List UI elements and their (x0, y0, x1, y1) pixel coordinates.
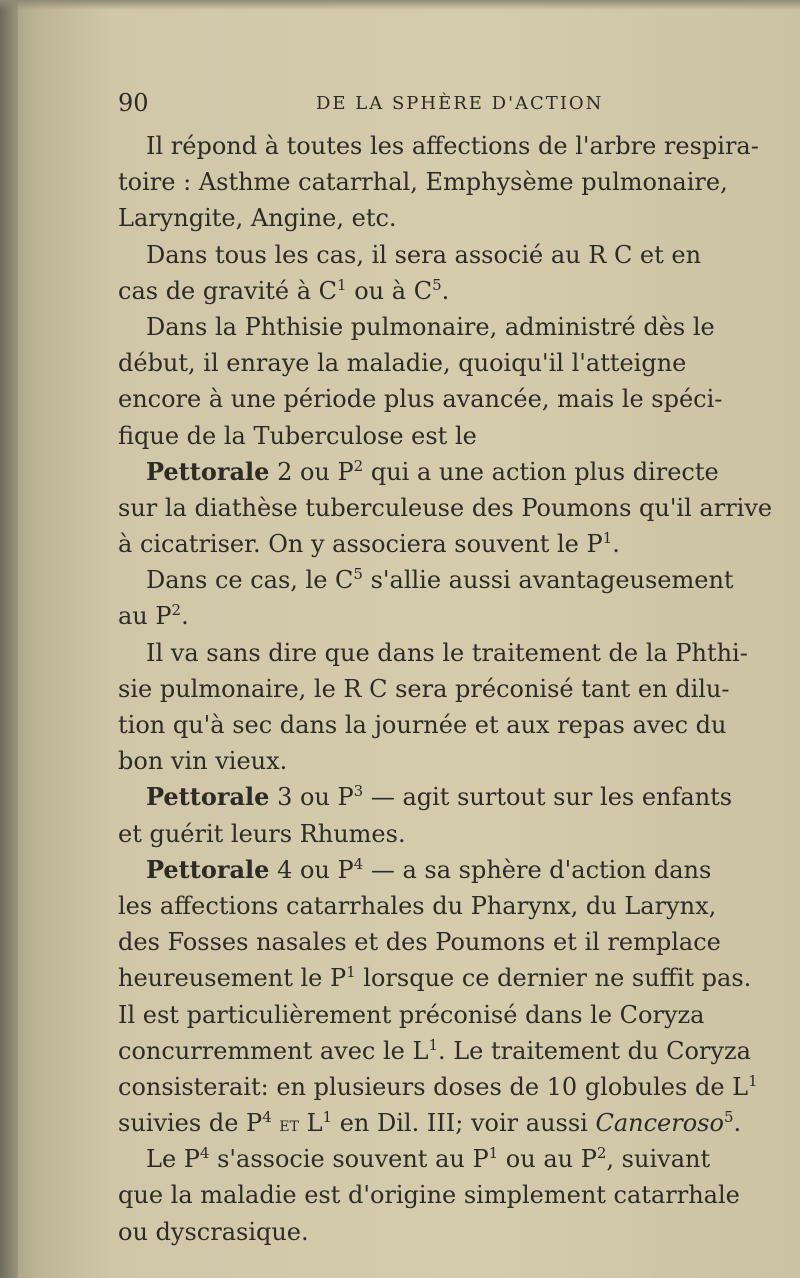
text-line: Il est particulièrement préconisé dans le Coryza (118, 1000, 705, 1029)
bold-remedy-name: Pettorale (146, 456, 270, 486)
text-line: heureusement le $P^1$ lorsque ce dernier ne suffit pas. (118, 963, 752, 993)
running-title: DE LA SPHÈRE D'ACTION (316, 93, 604, 114)
text-line: Pettorale 4 ou $P^4$ — a sa sphère d'action dans (146, 854, 712, 884)
text-line: Dans tous les cas, il sera associé au R C et en (146, 240, 702, 269)
text-line: et guérit leurs Rhumes. (118, 819, 406, 848)
text-line: Laryngite, Angine, etc. (118, 204, 397, 233)
text-line: suivies de $P^4$ et $L^1$ en Dil. III; voir aussi Canceroso$^5$. (118, 1108, 742, 1138)
page-edge-shadow (0, 0, 18, 1278)
text-line: Pettorale 2 ou $P^2$ qui a une action plus directe (146, 456, 719, 486)
text-line: les affections catarrhales du Pharynx, du Larynx, (118, 891, 717, 920)
text-line: tion qu'à sec dans la journée et aux repas avec du (118, 711, 727, 739)
text-line: au $P^2$. (118, 601, 189, 631)
text-line: à cicatriser. On y associera souvent le $P^1$. (118, 529, 620, 559)
bold-remedy-name: Pettorale (146, 854, 270, 884)
text-line: sie pulmonaire, le R C sera préconisé tant en dilu- (118, 674, 730, 703)
bold-remedy-name: Pettorale (146, 782, 270, 812)
text-line: consisterait: en plusieurs doses de 10 globules de $L^1$ (118, 1071, 758, 1101)
body-text (118, 128, 773, 1250)
text-line: Pettorale 3 ou $P^3$ — agit surtout sur les enfants (146, 782, 733, 812)
text-line: cas de gravité à $C^1$ ou à $C^5$. (118, 275, 450, 305)
text-line: fique de la Tuberculose est le (118, 421, 477, 450)
text-line: début, il enraye la maladie, quoiqu'il l'atteigne (118, 349, 687, 378)
text-line: que la maladie est d'origine simplement catarrhale (118, 1181, 740, 1210)
page-header (118, 88, 758, 118)
page-top-shadow (0, 0, 800, 10)
page-number: 90 (118, 89, 149, 117)
text-line: sur la diathèse tuberculeuse des Poumons qu'il arrive (118, 493, 773, 522)
text-line: ou dyscrasique. (118, 1217, 309, 1246)
text-line: bon vin vieux. (118, 747, 288, 776)
text-line: toire : Asthme catarrhal, Emphysème pulmonaire, (118, 168, 728, 197)
text-line: encore à une période plus avancée, mais le spéci- (118, 385, 723, 414)
text-line: concurremment avec le $L^1$. Le traitement du Coryza (118, 1035, 751, 1065)
text-line: Dans la Phthisie pulmonaire, administré dès le (146, 312, 715, 341)
text-line: des Fosses nasales et des Poumons et il remplace (118, 928, 721, 957)
text-line: Le $P^4$ s'associe souvent au $P^1$ ou au $P^2$, suivant (146, 1144, 711, 1174)
text-line: Il répond à toutes les affections de l'arbre respira- (146, 132, 759, 160)
text-line: Il va sans dire que dans le traitement de la Phthi- (146, 638, 748, 667)
text-line: Dans ce cas, le $C^5$ s'allie aussi avantageusement (146, 565, 734, 595)
